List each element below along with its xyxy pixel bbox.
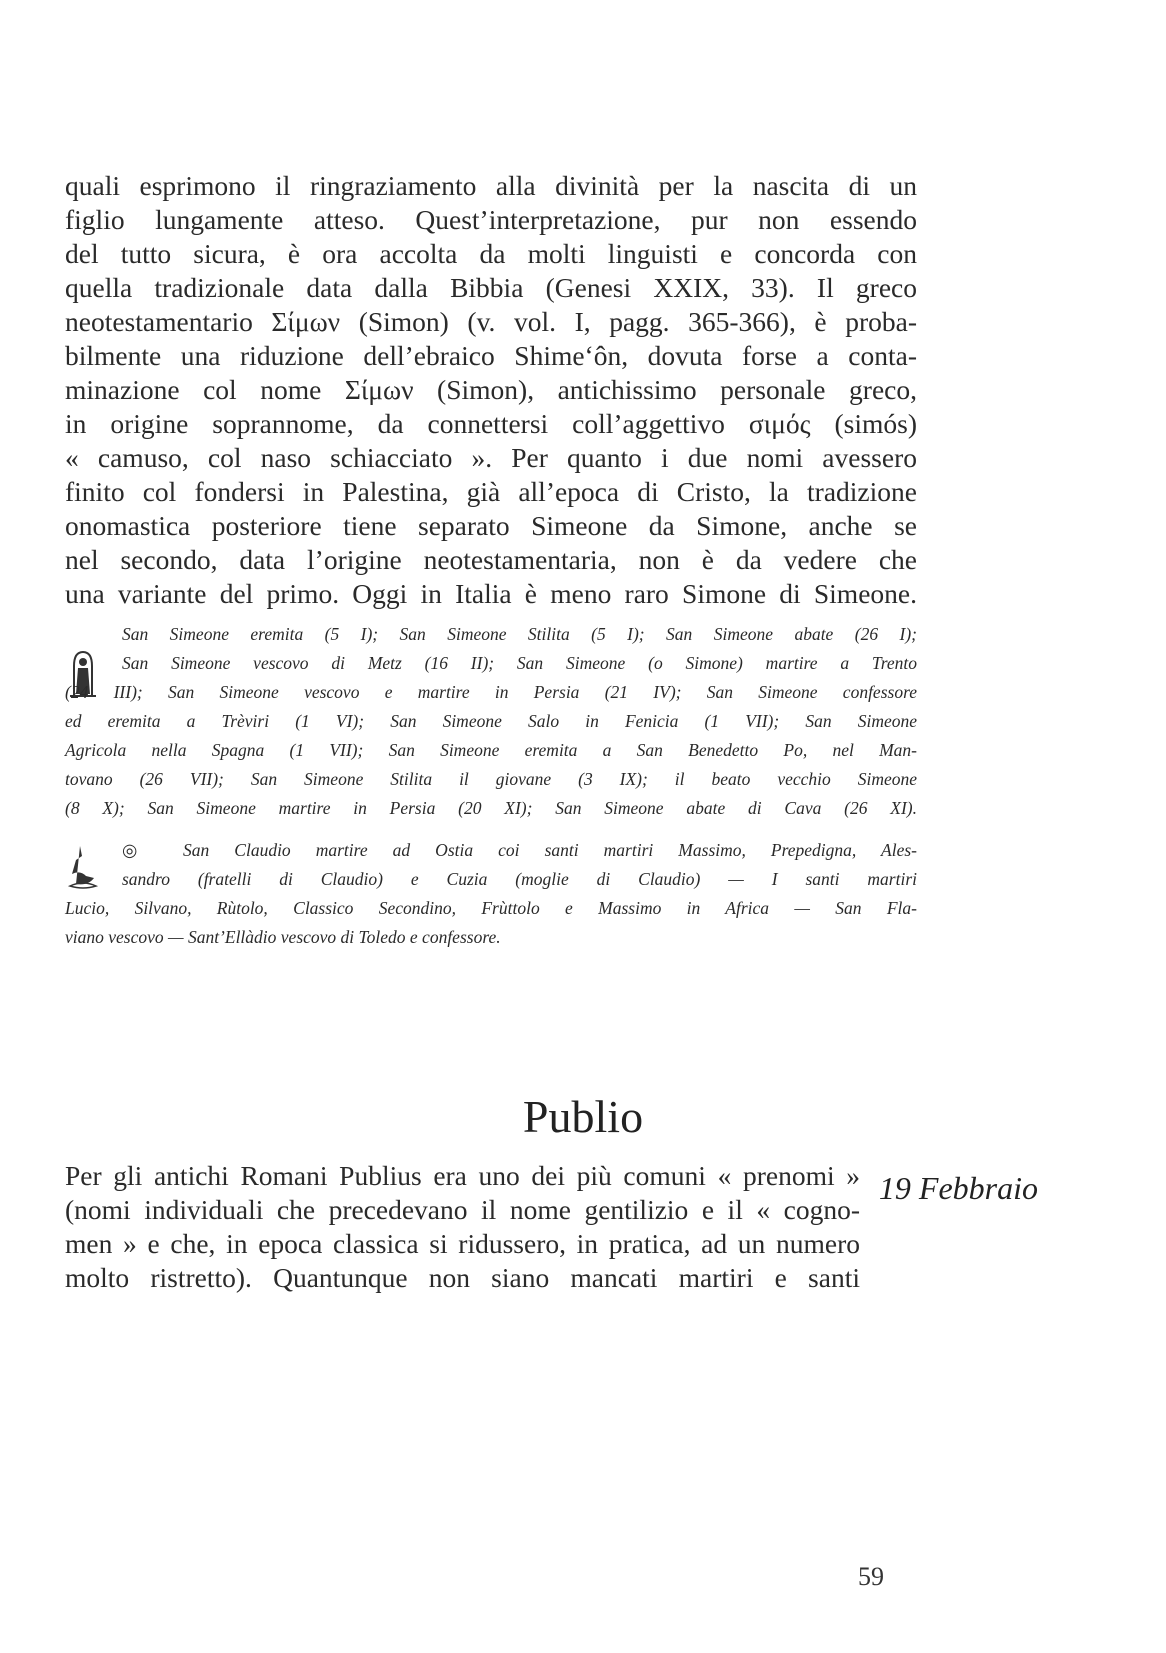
saints-line: (24 III); San Simeone vescovo e martire in Persia (21 IV); San Simeone confessore	[65, 682, 917, 702]
body-line: men » e che, in epoca classica si ridussero, in pratica, ad un numero	[65, 1228, 860, 1259]
body-line: onomastica posteriore tiene separato Simeone da Simone, anche se	[65, 510, 917, 541]
body-line: « camuso, col naso schiacciato ». Per quanto i due nomi avessero	[65, 442, 917, 473]
page-number: 59	[858, 1562, 884, 1591]
saints-line: tovano (26 VII); San Simeone Stilita il giovane (3 IX); il beato vecchio Simeone	[65, 769, 917, 789]
body-line: quella tradizionale data dalla Bibbia (Genesi XXIX, 33). Il greco	[65, 272, 917, 303]
body-line: molto ristretto). Quantunque non siano mancati martiri e santi	[65, 1262, 860, 1293]
body-line: bilmente una riduzione dell’ebraico Shime‘ôn, dovuta forse a conta-	[65, 340, 917, 371]
feast-date: 19 Febbraio	[878, 1170, 1038, 1206]
body-line: figlio lungamente atteso. Quest’interpretazione, pur non essendo	[65, 204, 917, 235]
body-line: in origine soprannome, da connettersi coll’aggettivo σιμός (simós)	[65, 408, 917, 439]
body-line: Per gli antichi Romani Publius era uno dei più comuni « prenomi »	[65, 1160, 860, 1191]
feast-line: ◎ San Claudio martire ad Ostia coi santi martiri Massimo, Prepedigna, Ales-	[122, 840, 917, 860]
feast-line: viano vescovo — Sant’Ellàdio vescovo di Toledo e confessore.	[65, 927, 501, 947]
body-line: minazione col nome Σίμων (Simon), antichissimo personale greco,	[65, 374, 917, 405]
saints-line: Agricola nella Spagna (1 VII); San Simeone eremita a San Benedetto Po, nel Man-	[65, 740, 917, 760]
saints-line: ed eremita a Trèviri (1 VI); San Simeone Salo in Fenicia (1 VII); San Simeone	[65, 711, 917, 731]
body-line: nel secondo, data l’origine neotestamentaria, non è da vedere che	[65, 544, 917, 575]
body-line: una variante del primo. Oggi in Italia è meno raro Simone di Simeone.	[65, 578, 917, 609]
saints-line: San Simeone eremita (5 I); San Simeone Stilita (5 I); San Simeone abate (26 I);	[122, 624, 917, 644]
bird-ornament-icon	[66, 842, 100, 892]
body-line: quali esprimono il ringraziamento alla divinità per la nascita di un	[65, 170, 917, 201]
name-heading: Publio	[522, 1091, 644, 1142]
body-line: neotestamentario Σίμων (Simon) (v. vol. I, pagg. 365-366), è proba-	[65, 306, 917, 337]
saints-line: (8 X); San Simeone martire in Persia (20 XI); San Simeone abate di Cava (26 XI).	[65, 798, 917, 818]
saints-line: San Simeone vescovo di Metz (16 II); San Simeone (o Simone) martire a Trento	[122, 653, 917, 673]
body-line: finito col fondersi in Palestina, già all’epoca di Cristo, la tradizione	[65, 476, 917, 507]
body-line: (nomi individuali che precedevano il nome gentilizio e il « cogno-	[65, 1194, 860, 1225]
feast-line: Lucio, Silvano, Rùtolo, Classico Secondino, Frùttolo e Massimo in Africa — San Fla-	[65, 898, 917, 918]
body-line: del tutto sicura, è ora accolta da molti linguisti e concorda con	[65, 238, 917, 269]
feast-line: sandro (fratelli di Claudio) e Cuzia (moglie di Claudio) — I santi martiri	[122, 869, 917, 889]
